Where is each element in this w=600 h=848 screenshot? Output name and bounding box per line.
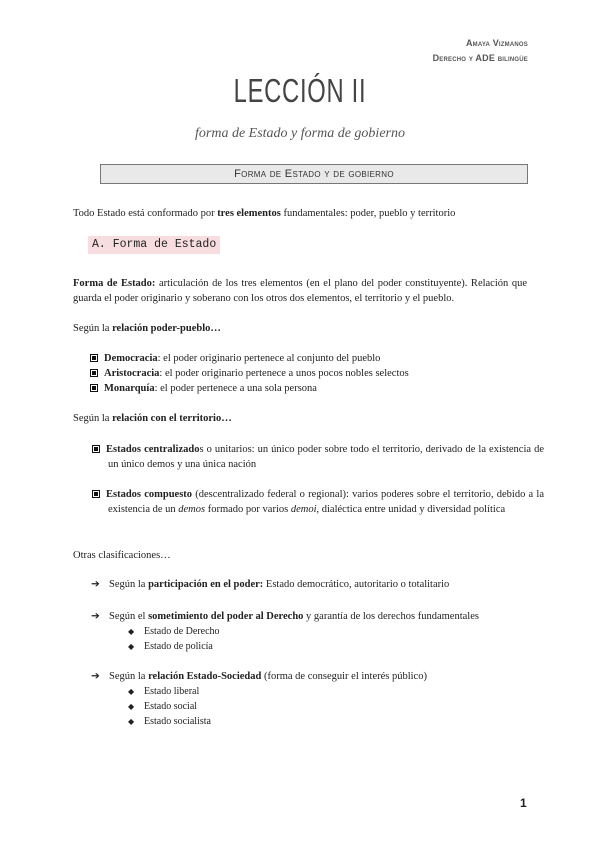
diamond-bullet-icon: ◆	[128, 702, 135, 711]
section-heading-box: Forma de Estado y de gobierno	[100, 164, 528, 184]
otras-intro: Otras clasificaciones…	[73, 550, 171, 561]
header-program: Derecho y ADE bilingüe	[432, 53, 528, 63]
checkbox-bullet-icon	[90, 369, 98, 377]
intro-paragraph: Todo Estado está conformado por tres elementos fundamentales: poder, pueblo y territorio	[73, 208, 456, 219]
checkbox-bullet-icon	[92, 445, 100, 453]
territorio-intro: Según la relación con el territorio…	[73, 413, 232, 424]
page-title: LECCIÓN II	[233, 72, 367, 109]
list-item: Estados centralizados o unitarios: un único poder sobre todo el territorio, derivado de la existencia de un único demos y una única nación	[92, 442, 544, 472]
list-item: ➔ Según la relación Estado-Sociedad (forma de conseguir el interés público)	[91, 671, 427, 682]
section-a-heading: A. Forma de Estado	[88, 236, 220, 254]
definition-paragraph: Forma de Estado: articulación de los tres elementos (en el plano del poder constituyente). Relación que guarda el poder originario y soberano con los otros dos elementos, el territorio y el pueblo.	[73, 278, 527, 304]
sub-list-item: ◆ Estado de policía	[128, 641, 213, 652]
list-item: ➔ Según la participación en el poder: Estado democrático, autoritario o totalitario	[91, 579, 450, 590]
sub-list-item: ◆ Estado liberal	[128, 686, 200, 697]
pueblo-intro: Según la relación poder-pueblo…	[73, 323, 221, 334]
arrow-right-icon: ➔	[91, 579, 100, 590]
sub-list-item: ◆ Estado de Derecho	[128, 626, 220, 637]
page-number: 1	[520, 796, 527, 810]
checkbox-bullet-icon	[90, 354, 98, 362]
list-item: Aristocracia: el poder originario pertenece a unos pocos nobles selectos	[90, 366, 409, 381]
list-item: Estados compuesto (descentralizado federal o regional): varios poderes sobre el territorio, debido a la existencia de un demos formado por varios demoi, dialéctica entre unidad y diversidad política	[92, 487, 544, 517]
checkbox-bullet-icon	[92, 490, 100, 498]
list-item: Democracia: el poder originario pertenece al conjunto del pueblo	[90, 351, 380, 366]
list-item: Monarquía: el poder pertenece a una sola persona	[90, 381, 317, 396]
sub-list-item: ◆ Estado social	[128, 701, 198, 712]
arrow-right-icon: ➔	[91, 671, 100, 682]
diamond-bullet-icon: ◆	[128, 642, 135, 651]
diamond-bullet-icon: ◆	[128, 627, 135, 636]
list-item: ➔ Según el sometimiento del poder al Derecho y garantía de los derechos fundamentales	[91, 611, 479, 622]
arrow-right-icon: ➔	[91, 611, 100, 622]
header-author: Amaya Vizmanos	[465, 38, 528, 48]
diamond-bullet-icon: ◆	[128, 687, 135, 696]
checkbox-bullet-icon	[90, 384, 98, 392]
sub-list-item: ◆ Estado socialista	[128, 716, 211, 727]
page-subtitle: forma de Estado y forma de gobierno	[195, 126, 405, 141]
diamond-bullet-icon: ◆	[128, 717, 135, 726]
